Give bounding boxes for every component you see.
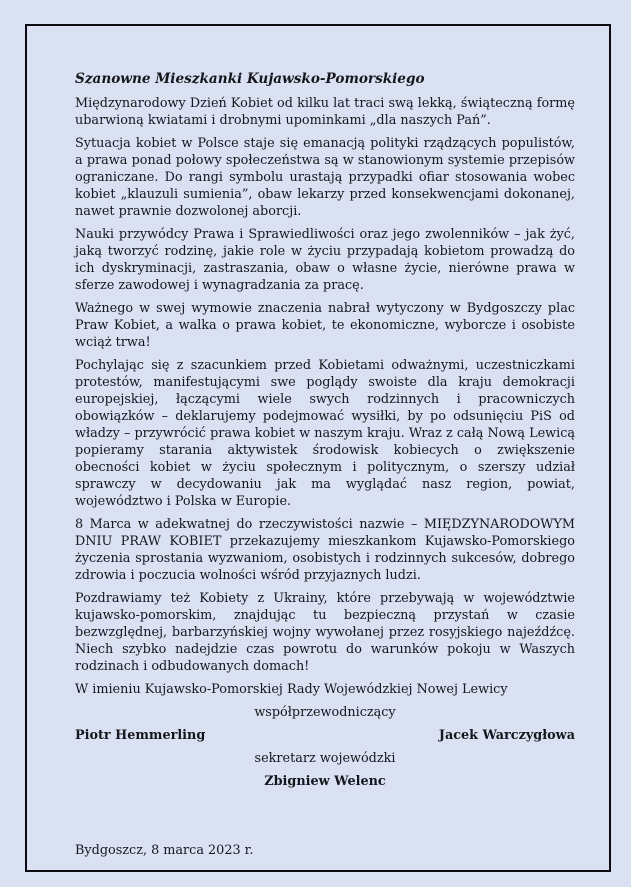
closing-line: W imieniu Kujawsko-Pomorskiej Rady Wojewódzkiej Nowej Lewicy (75, 682, 508, 697)
letter-content (27, 26, 609, 859)
secretary-role-label: sekretarz wojewódzki (254, 751, 396, 766)
cochair-name-right: Jacek Warczygłowa (438, 728, 575, 743)
dateline: Bydgoszcz, 8 marca 2023 r. (75, 843, 254, 858)
paragraph-square: Ważnego w swej wymowie znaczenia nabrał wytyczony w Bydgoszczy plac Praw Kobiet, a walka o prawa kobiet, te ekonomiczne, wyborcze i osobiste wciąż trwa! (75, 301, 575, 350)
paragraph-women-day: Międzynarodowy Dzień Kobiet od kilku lat traci swą lekką, świąteczną formę ubarwioną kwiatami i drobnymi upominkami „dla naszych Pań”. (75, 96, 575, 128)
paragraph-wishes: 8 Marca w adekwatnej do rzeczywistości nazwie – MIĘDZYNARODOWYM DNIU PRAW KOBIET przekazujemy mieszkankom Kujawsko-Pomorskiego życzenia sprostania wyzwaniom, osobistych i rodzinnych sukcesów, dobrego zdrowia i poczucia wolności wśród przyjaznych ludzi. (75, 517, 575, 583)
paragraph-declaration: Pochylając się z szacunkiem przed Kobietami odważnymi, uczestniczkami protestów, manifestującymi swe poglądy swoiste dla kraju demokracji europejskiej, łączącymi wiele swych rodzinnych i pracowniczych obowiązków – deklarujemy podejmować wysiłki, by po odsunięciu PiS od władzy – przywrócić prawa kobiet w naszym kraju. Wraz z całą Nową Lewicą popieramy starania aktywistek środowisk kobiecych o zwiększenie obecności kobiet w życiu społecznym i politycznym, o szerszy udział sprawczy w decydowaniu jak ma wyglądać nasz region, powiat, województwo i Polska w Europie. (75, 358, 575, 509)
paragraph-teachings: Nauki przywódcy Prawa i Sprawiedliwości oraz jego zwolenników – jak żyć, jaką tworzyć rodzinę, jakie role w życiu przypadają kobietom prowadzą do ich dyskryminacji, zastraszania, obaw o własne życie, nierówne prawa w sferze zawodowej i wynagradzania za pracę. (75, 227, 575, 293)
page-border-frame (25, 24, 611, 872)
paragraph-ukraine: Pozdrawiamy też Kobiety z Ukrainy, które przebywają w województwie kujawsko-pomorskim, znajdując tu bezpieczną przystań w czasie bezwzględnej, barbarzyńskiej wojny wywołanej przez rosyjskiego najeźdźcę. Niech szybko nadejdzie czas powrotu do warunków pokoju w Waszych rodzinach i odbudowanych domach! (75, 591, 575, 674)
paragraph-situation: Sytuacja kobiet w Polsce staje się emanacją polityki rządzących populistów, a prawa ponad połowy społeczeństwa są w stanowionym systemie przepisów ograniczane. Do rangi symbolu urastają przypadki ofiar stosowania wobec kobiet „klauzuli sumienia”, obaw lekarzy przed konsekwencjami dokonanej, nawet prawnie dozwolonej aborcji. (75, 136, 575, 219)
secretary-name: Zbigniew Welenc (264, 774, 386, 789)
cochair-role-label: współprzewodniczący (254, 705, 396, 720)
salutation: Szanowne Mieszkanki Kujawsko-Pomorskiego (75, 71, 425, 87)
cochair-name-left: Piotr Hemmerling (75, 728, 206, 743)
cochair-names-row (75, 727, 575, 744)
